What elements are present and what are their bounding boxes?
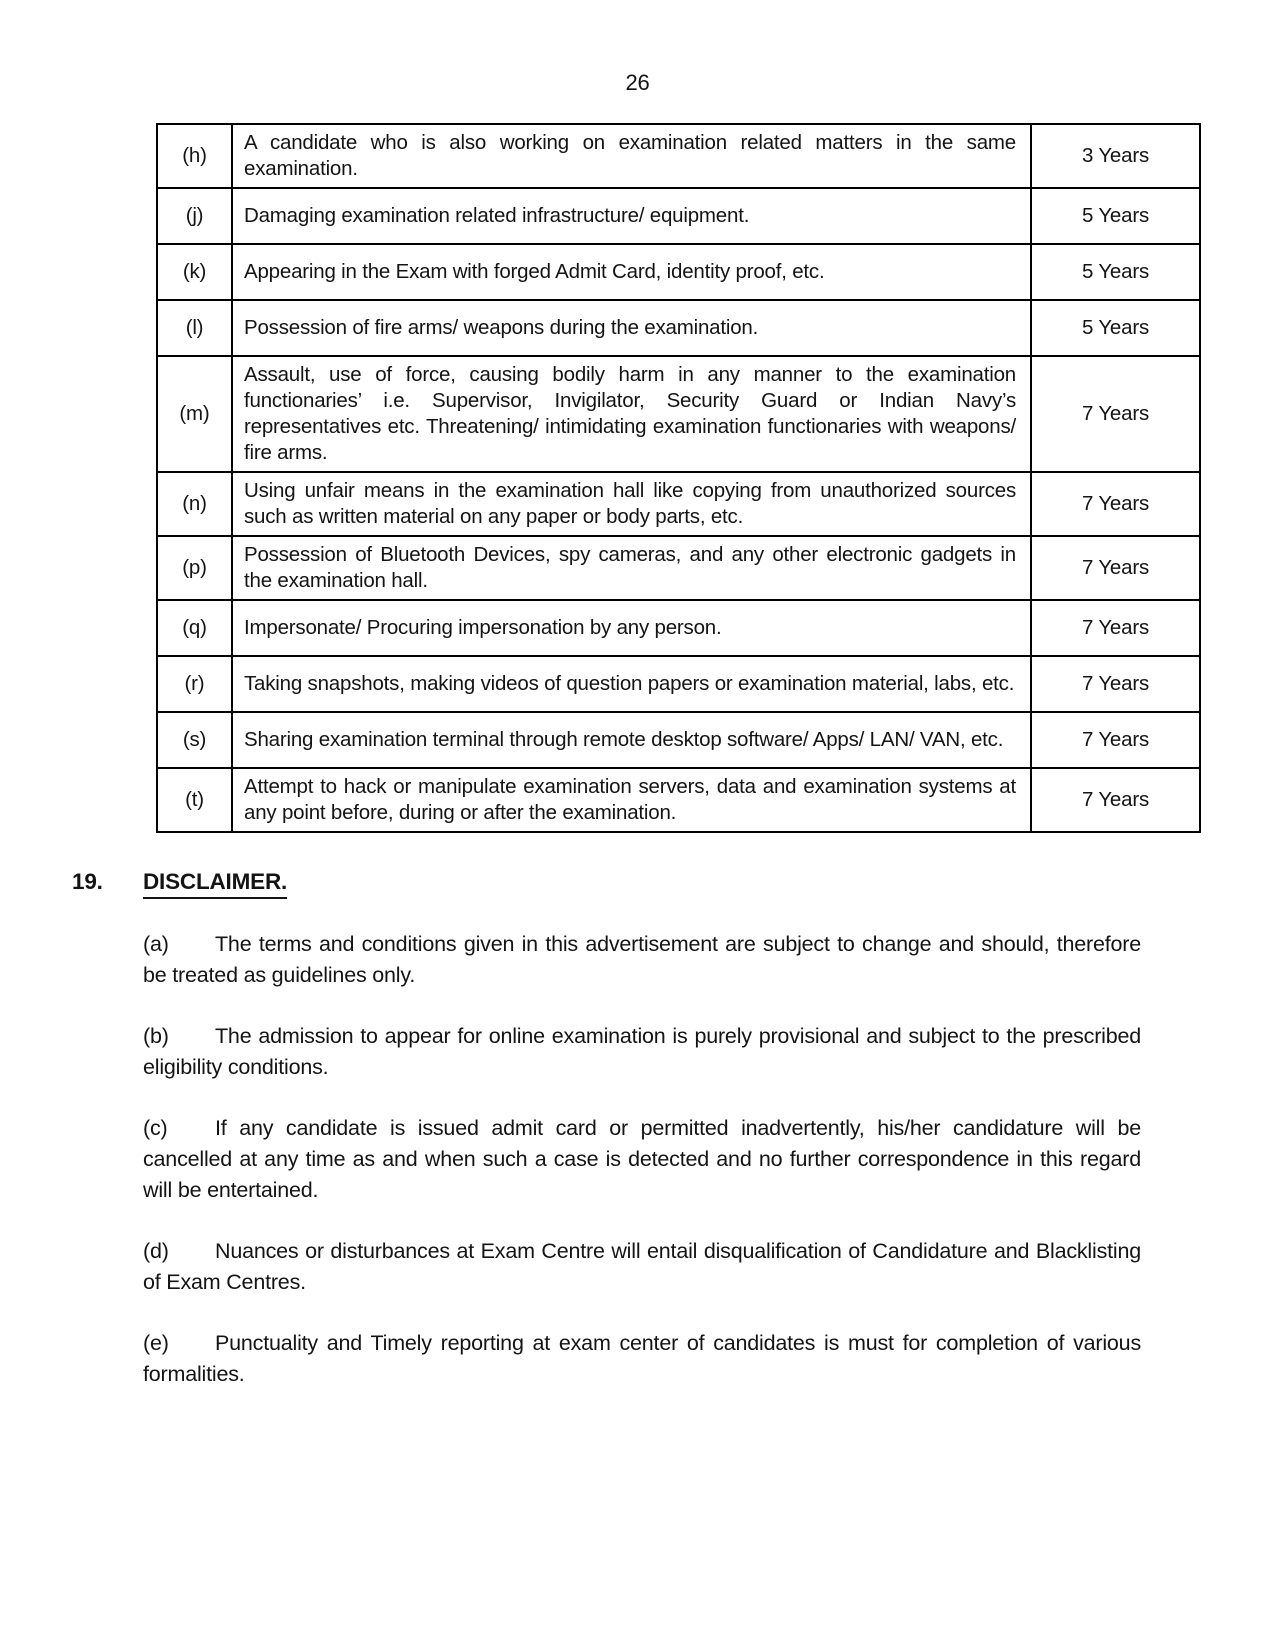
row-key: (r) [157,656,232,712]
offence-text: Attempt to hack or manipulate examination servers, data and examination systems at any point before, during or after the examination. [232,768,1031,832]
paragraph-text: The terms and conditions given in this advertisement are subject to change and should, therefore be treated as guidelines only. [143,932,1141,987]
paragraph-label: (a) [143,932,169,956]
penalty-text: 7 Years [1031,356,1200,472]
paragraph-text: Nuances or disturbances at Exam Centre will entail disqualification of Candidature and Blacklisting of Exam Centres. [143,1239,1141,1294]
disclaimer-paragraph [143,1021,1141,1083]
row-key: (s) [157,712,232,768]
penalty-text: 5 Years [1031,244,1200,300]
section-heading: DISCLAIMER. [143,869,287,899]
paragraph-label: (e) [143,1331,169,1355]
offence-text: Possession of fire arms/ weapons during the examination. [232,300,1031,356]
disclaimer-paragraph [143,1328,1141,1390]
disclaimer-paragraph [143,929,1141,991]
offence-penalty-table [156,123,1201,833]
penalty-text: 3 Years [1031,124,1200,188]
offence-text: Impersonate/ Procuring impersonation by any person. [232,600,1031,656]
penalty-text: 5 Years [1031,188,1200,244]
row-key: (p) [157,536,232,600]
paragraph-text: If any candidate is issued admit card or permitted inadvertently, his/her candidature will be cancelled at any time as and when such a case is detected and no further correspondence in this regard will be entertained. [143,1116,1141,1202]
table-row [157,712,1200,768]
penalty-text: 5 Years [1031,300,1200,356]
table-row [157,536,1200,600]
penalty-text: 7 Years [1031,768,1200,832]
penalty-text: 7 Years [1031,600,1200,656]
table-row [157,768,1200,832]
table-row [157,244,1200,300]
disclaimer-heading-row [72,869,1275,899]
table-row [157,656,1200,712]
offence-text: Taking snapshots, making videos of question papers or examination material, labs, etc. [232,656,1031,712]
table-row [157,356,1200,472]
table-row [157,600,1200,656]
offence-text: Damaging examination related infrastructure/ equipment. [232,188,1031,244]
offence-text: Sharing examination terminal through remote desktop software/ Apps/ LAN/ VAN, etc. [232,712,1031,768]
section-number: 19. [72,869,103,894]
table-row [157,300,1200,356]
row-key: (h) [157,124,232,188]
offence-text: Using unfair means in the examination hall like copying from unauthorized sources such as written material on any paper or body parts, etc. [232,472,1031,536]
paragraph-text: Punctuality and Timely reporting at exam center of candidates is must for completion of various formalities. [143,1331,1141,1386]
penalty-text: 7 Years [1031,472,1200,536]
table-row [157,472,1200,536]
row-key: (m) [157,356,232,472]
table-row [157,188,1200,244]
paragraph-label: (d) [143,1239,169,1263]
offence-text: A candidate who is also working on examination related matters in the same examination. [232,124,1031,188]
page-number: 26 [625,70,650,95]
disclaimer-paragraphs [0,929,1275,1390]
row-key: (q) [157,600,232,656]
penalty-text: 7 Years [1031,536,1200,600]
offence-text: Assault, use of force, causing bodily harm in any manner to the examination functionaries’ i.e. Supervisor, Invigilator, Security Guard or Indian Navy’s representatives etc. Threatening/ intimidating examination functionaries with weapons/ fire arms. [232,356,1031,472]
disclaimer-paragraph [143,1236,1141,1298]
paragraph-text: The admission to appear for online examination is purely provisional and subject to the prescribed eligibility conditions. [143,1024,1141,1079]
row-key: (t) [157,768,232,832]
row-key: (k) [157,244,232,300]
row-key: (l) [157,300,232,356]
row-key: (n) [157,472,232,536]
row-key: (j) [157,188,232,244]
penalty-text: 7 Years [1031,712,1200,768]
offence-text: Appearing in the Exam with forged Admit Card, identity proof, etc. [232,244,1031,300]
paragraph-label: (c) [143,1116,168,1140]
paragraph-label: (b) [143,1024,169,1048]
table-row [157,124,1200,188]
disclaimer-paragraph [143,1113,1141,1206]
offence-text: Possession of Bluetooth Devices, spy cameras, and any other electronic gadgets in the examination hall. [232,536,1031,600]
penalty-text: 7 Years [1031,656,1200,712]
